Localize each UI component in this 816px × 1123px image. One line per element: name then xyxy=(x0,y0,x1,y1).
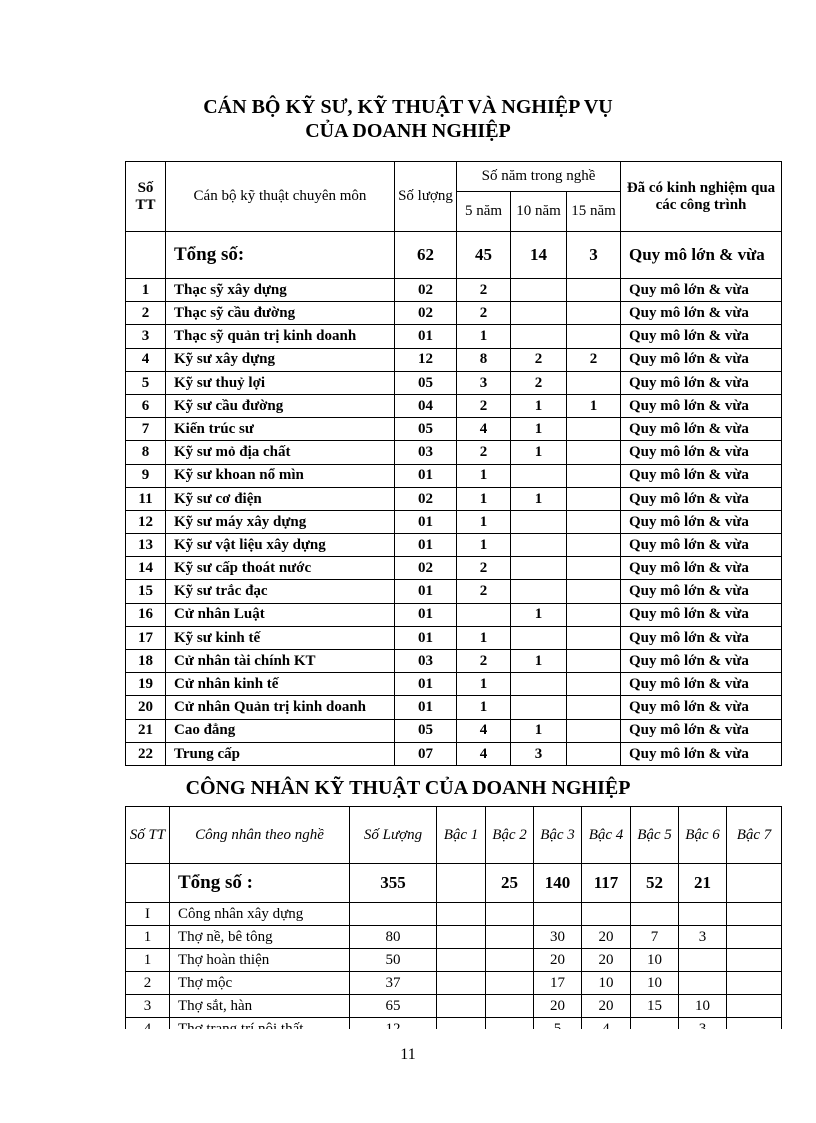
row-15y xyxy=(567,650,621,673)
row-10y: 1 xyxy=(511,719,567,742)
table-row xyxy=(126,348,782,371)
w-row-qty: 37 xyxy=(350,972,437,995)
row-experience: Quy mô lớn & vừa xyxy=(621,371,782,394)
total-5y: 45 xyxy=(457,232,511,279)
row-stt: 19 xyxy=(126,673,166,696)
row-name: Kỹ sư máy xây dựng xyxy=(166,510,395,533)
row-15y xyxy=(567,626,621,649)
worker-table xyxy=(125,806,782,1041)
row-experience: Quy mô lớn & vừa xyxy=(621,464,782,487)
row-experience: Quy mô lớn & vừa xyxy=(621,394,782,417)
row-5y xyxy=(457,603,511,626)
row-5y: 2 xyxy=(457,441,511,464)
w-row-b3: 30 xyxy=(534,926,582,949)
w-total-b4: 117 xyxy=(582,864,631,903)
w-row-b2 xyxy=(486,972,534,995)
row-stt: 20 xyxy=(126,696,166,719)
w-row-name: Thợ nề, bê tông xyxy=(170,926,350,949)
w-total-label: Tổng số : xyxy=(170,864,350,903)
row-stt: 1 xyxy=(126,279,166,302)
row-qty: 05 xyxy=(395,418,457,441)
row-15y xyxy=(567,487,621,510)
row-qty: 04 xyxy=(395,394,457,417)
w-row-b5 xyxy=(631,903,679,926)
w-header-stt: Số TT xyxy=(126,807,170,864)
row-name: Kỹ sư thuỷ lợi xyxy=(166,371,395,394)
total-experience: Quy mô lớn & vừa xyxy=(621,232,782,279)
row-5y: 8 xyxy=(457,348,511,371)
row-10y xyxy=(511,464,567,487)
row-experience: Quy mô lớn & vừa xyxy=(621,348,782,371)
header-experience: Đã có kinh nghiệm qua các công trình xyxy=(621,162,782,232)
w-row-b1 xyxy=(437,949,486,972)
row-name: Cử nhân kinh tế xyxy=(166,673,395,696)
table-row xyxy=(126,696,782,719)
row-5y: 4 xyxy=(457,418,511,441)
row-name: Kỹ sư cơ điện xyxy=(166,487,395,510)
row-10y xyxy=(511,673,567,696)
row-stt: 13 xyxy=(126,534,166,557)
row-stt: 7 xyxy=(126,418,166,441)
row-experience: Quy mô lớn & vừa xyxy=(621,742,782,765)
table-row xyxy=(126,972,782,995)
table-row xyxy=(126,464,782,487)
table1-title-line1: CÁN BỘ KỸ SƯ, KỸ THUẬT VÀ NGHIỆP VỤ xyxy=(203,96,613,118)
w-row-name: Thợ hoàn thiện xyxy=(170,949,350,972)
table-row xyxy=(126,302,782,325)
row-name: Kỹ sư cấp thoát nước xyxy=(166,557,395,580)
row-10y xyxy=(511,325,567,348)
row-15y xyxy=(567,742,621,765)
row-15y xyxy=(567,534,621,557)
row-10y: 2 xyxy=(511,371,567,394)
row-experience: Quy mô lớn & vừa xyxy=(621,325,782,348)
w-header-b5: Bậc 5 xyxy=(631,807,679,864)
row-experience: Quy mô lớn & vừa xyxy=(621,650,782,673)
table-row xyxy=(126,441,782,464)
table-row xyxy=(126,557,782,580)
row-experience: Quy mô lớn & vừa xyxy=(621,557,782,580)
w-total-row xyxy=(126,864,782,903)
w-total-qty: 355 xyxy=(350,864,437,903)
w-row-b7 xyxy=(727,903,782,926)
engineer-staff-table xyxy=(125,161,782,766)
row-10y xyxy=(511,696,567,719)
row-10y: 1 xyxy=(511,487,567,510)
row-15y xyxy=(567,441,621,464)
row-15y xyxy=(567,510,621,533)
w-row-b5: 7 xyxy=(631,926,679,949)
w-row-b6: 10 xyxy=(679,995,727,1018)
row-10y: 1 xyxy=(511,441,567,464)
table-row xyxy=(126,603,782,626)
row-stt: 5 xyxy=(126,371,166,394)
w-row-b4: 20 xyxy=(582,995,631,1018)
row-name: Cử nhân Quản trị kinh doanh xyxy=(166,696,395,719)
row-name: Trung cấp xyxy=(166,742,395,765)
w-header-b1: Bậc 1 xyxy=(437,807,486,864)
w-row-b6 xyxy=(679,903,727,926)
row-5y: 1 xyxy=(457,487,511,510)
row-15y xyxy=(567,325,621,348)
w-row-b6 xyxy=(679,972,727,995)
row-stt: 2 xyxy=(126,302,166,325)
table-row xyxy=(126,325,782,348)
header-name: Cán bộ kỹ thuật chuyên môn xyxy=(166,162,395,232)
total-10y: 14 xyxy=(511,232,567,279)
w-row-b7 xyxy=(727,949,782,972)
row-qty: 01 xyxy=(395,325,457,348)
row-5y: 3 xyxy=(457,371,511,394)
w-row-b1 xyxy=(437,972,486,995)
w-header-b6: Bậc 6 xyxy=(679,807,727,864)
row-experience: Quy mô lớn & vừa xyxy=(621,696,782,719)
row-qty: 02 xyxy=(395,279,457,302)
row-name: Cử nhân tài chính KT xyxy=(166,650,395,673)
table-row xyxy=(126,673,782,696)
table-row xyxy=(126,534,782,557)
w-total-b7 xyxy=(727,864,782,903)
row-15y: 2 xyxy=(567,348,621,371)
row-stt: 8 xyxy=(126,441,166,464)
row-stt: 22 xyxy=(126,742,166,765)
row-qty: 02 xyxy=(395,487,457,510)
row-10y: 2 xyxy=(511,348,567,371)
row-5y: 1 xyxy=(457,534,511,557)
row-5y: 1 xyxy=(457,696,511,719)
row-qty: 07 xyxy=(395,742,457,765)
row-15y xyxy=(567,557,621,580)
table-row xyxy=(126,418,782,441)
row-experience: Quy mô lớn & vừa xyxy=(621,279,782,302)
row-10y xyxy=(511,279,567,302)
total-15y: 3 xyxy=(567,232,621,279)
row-name: Thạc sỹ xây dựng xyxy=(166,279,395,302)
table-row xyxy=(126,650,782,673)
w-row-b1 xyxy=(437,903,486,926)
row-experience: Quy mô lớn & vừa xyxy=(621,603,782,626)
w-row-b7 xyxy=(727,995,782,1018)
header-stt: Số TT xyxy=(126,162,166,232)
row-qty: 01 xyxy=(395,603,457,626)
row-5y: 1 xyxy=(457,673,511,696)
row-experience: Quy mô lớn & vừa xyxy=(621,626,782,649)
row-name: Kỹ sư khoan nổ mìn xyxy=(166,464,395,487)
w-row-b6 xyxy=(679,949,727,972)
table-row xyxy=(126,742,782,765)
w-row-b3: 17 xyxy=(534,972,582,995)
row-name: Kỹ sư vật liệu xây dựng xyxy=(166,534,395,557)
table2-title: CÔNG NHÂN KỸ THUẬT CỦA DOANH NGHIỆP xyxy=(185,777,631,799)
w-row-stt: 1 xyxy=(126,926,170,949)
row-10y xyxy=(511,302,567,325)
w-row-b2 xyxy=(486,903,534,926)
total-label: Tổng số: xyxy=(166,232,395,279)
row-5y: 2 xyxy=(457,302,511,325)
w-row-name: Thợ sắt, hàn xyxy=(170,995,350,1018)
row-10y: 3 xyxy=(511,742,567,765)
table-row xyxy=(126,580,782,603)
table-row xyxy=(126,371,782,394)
row-qty: 03 xyxy=(395,650,457,673)
table-row xyxy=(126,510,782,533)
row-stt: 15 xyxy=(126,580,166,603)
row-qty: 05 xyxy=(395,371,457,394)
table-row xyxy=(126,394,782,417)
row-experience: Quy mô lớn & vừa xyxy=(621,673,782,696)
row-qty: 01 xyxy=(395,626,457,649)
w-total-b6: 21 xyxy=(679,864,727,903)
row-15y xyxy=(567,418,621,441)
page-cutoff xyxy=(0,1029,816,1123)
row-stt: 12 xyxy=(126,510,166,533)
w-row-b1 xyxy=(437,926,486,949)
row-10y xyxy=(511,510,567,533)
w-row-qty: 65 xyxy=(350,995,437,1018)
row-experience: Quy mô lớn & vừa xyxy=(621,719,782,742)
w-row-b5: 10 xyxy=(631,949,679,972)
row-15y: 1 xyxy=(567,394,621,417)
w-header-b3: Bậc 3 xyxy=(534,807,582,864)
w-row-b4: 10 xyxy=(582,972,631,995)
row-5y: 2 xyxy=(457,279,511,302)
row-15y xyxy=(567,302,621,325)
row-stt: 4 xyxy=(126,348,166,371)
row-stt: 3 xyxy=(126,325,166,348)
w-row-b4: 20 xyxy=(582,949,631,972)
row-15y xyxy=(567,719,621,742)
w-header-b7: Bậc 7 xyxy=(727,807,782,864)
row-qty: 12 xyxy=(395,348,457,371)
w-row-name: Thợ mộc xyxy=(170,972,350,995)
row-10y: 1 xyxy=(511,603,567,626)
w-header-b4: Bậc 4 xyxy=(582,807,631,864)
row-5y: 2 xyxy=(457,580,511,603)
row-name: Kỹ sư kinh tế xyxy=(166,626,395,649)
table1-title-line2: CỦA DOANH NGHIỆP xyxy=(305,120,511,142)
w-row-b2 xyxy=(486,995,534,1018)
row-experience: Quy mô lớn & vừa xyxy=(621,302,782,325)
w-total-b1 xyxy=(437,864,486,903)
w-row-b5: 15 xyxy=(631,995,679,1018)
w-row-b4 xyxy=(582,903,631,926)
w-row-b7 xyxy=(727,972,782,995)
w-row-b6: 3 xyxy=(679,926,727,949)
w-row-b3 xyxy=(534,903,582,926)
w-row-qty: 50 xyxy=(350,949,437,972)
table-row xyxy=(126,279,782,302)
row-5y: 1 xyxy=(457,325,511,348)
row-10y xyxy=(511,534,567,557)
row-qty: 01 xyxy=(395,464,457,487)
row-stt: 18 xyxy=(126,650,166,673)
header-qty: Số lượng xyxy=(395,162,457,232)
w-row-b5: 10 xyxy=(631,972,679,995)
row-experience: Quy mô lớn & vừa xyxy=(621,418,782,441)
header-15-years: 15 năm xyxy=(567,192,621,232)
total-row xyxy=(126,232,782,279)
row-stt: 16 xyxy=(126,603,166,626)
row-name: Thạc sỹ cầu đường xyxy=(166,302,395,325)
row-qty: 01 xyxy=(395,580,457,603)
row-stt: 6 xyxy=(126,394,166,417)
row-name: Cao đẳng xyxy=(166,719,395,742)
row-qty: 01 xyxy=(395,534,457,557)
table-row xyxy=(126,995,782,1018)
row-qty: 02 xyxy=(395,557,457,580)
row-10y xyxy=(511,557,567,580)
row-qty: 01 xyxy=(395,673,457,696)
row-5y: 2 xyxy=(457,650,511,673)
w-row-b3: 20 xyxy=(534,995,582,1018)
row-10y: 1 xyxy=(511,394,567,417)
table-row xyxy=(126,487,782,510)
row-name: Kỹ sư trắc đạc xyxy=(166,580,395,603)
table-row xyxy=(126,626,782,649)
row-qty: 05 xyxy=(395,719,457,742)
row-10y xyxy=(511,580,567,603)
row-experience: Quy mô lớn & vừa xyxy=(621,580,782,603)
row-15y xyxy=(567,580,621,603)
row-stt: 17 xyxy=(126,626,166,649)
table-row xyxy=(126,719,782,742)
row-stt: 11 xyxy=(126,487,166,510)
row-qty: 01 xyxy=(395,510,457,533)
row-10y xyxy=(511,626,567,649)
total-qty: 62 xyxy=(395,232,457,279)
table-row xyxy=(126,903,782,926)
row-experience: Quy mô lớn & vừa xyxy=(621,441,782,464)
row-15y xyxy=(567,464,621,487)
w-header-b2: Bậc 2 xyxy=(486,807,534,864)
row-stt: 21 xyxy=(126,719,166,742)
row-name: Kỹ sư cầu đường xyxy=(166,394,395,417)
row-name: Cử nhân Luật xyxy=(166,603,395,626)
w-row-b1 xyxy=(437,995,486,1018)
row-15y xyxy=(567,279,621,302)
row-experience: Quy mô lớn & vừa xyxy=(621,510,782,533)
row-experience: Quy mô lớn & vừa xyxy=(621,487,782,510)
row-5y: 1 xyxy=(457,626,511,649)
w-header-name: Công nhân theo nghề xyxy=(170,807,350,864)
header-years: Số năm trong nghề xyxy=(457,162,621,192)
row-5y: 2 xyxy=(457,557,511,580)
w-total-b2: 25 xyxy=(486,864,534,903)
w-total-b3: 140 xyxy=(534,864,582,903)
row-10y: 1 xyxy=(511,418,567,441)
w-total-b5: 52 xyxy=(631,864,679,903)
row-stt: 9 xyxy=(126,464,166,487)
row-name: Kỹ sư xây dựng xyxy=(166,348,395,371)
w-row-b3: 20 xyxy=(534,949,582,972)
row-name: Kỹ sư mỏ địa chất xyxy=(166,441,395,464)
w-row-b2 xyxy=(486,926,534,949)
w-row-stt: 2 xyxy=(126,972,170,995)
row-15y xyxy=(567,371,621,394)
row-qty: 02 xyxy=(395,302,457,325)
w-row-stt: 1 xyxy=(126,949,170,972)
row-5y: 2 xyxy=(457,394,511,417)
table-row xyxy=(126,926,782,949)
w-row-stt: 3 xyxy=(126,995,170,1018)
w-row-name: Công nhân xây dựng xyxy=(170,903,350,926)
row-name: Thạc sỹ quản trị kinh doanh xyxy=(166,325,395,348)
row-stt: 14 xyxy=(126,557,166,580)
row-qty: 01 xyxy=(395,696,457,719)
row-10y: 1 xyxy=(511,650,567,673)
w-row-stt: I xyxy=(126,903,170,926)
row-qty: 03 xyxy=(395,441,457,464)
row-5y: 1 xyxy=(457,464,511,487)
row-name: Kiến trúc sư xyxy=(166,418,395,441)
row-experience: Quy mô lớn & vừa xyxy=(621,534,782,557)
row-15y xyxy=(567,673,621,696)
row-5y: 4 xyxy=(457,719,511,742)
w-row-b7 xyxy=(727,926,782,949)
w-header-qty: Số Lượng xyxy=(350,807,437,864)
row-5y: 4 xyxy=(457,742,511,765)
header-10-years: 10 năm xyxy=(511,192,567,232)
row-15y xyxy=(567,696,621,719)
w-row-b2 xyxy=(486,949,534,972)
table-row xyxy=(126,949,782,972)
w-row-qty xyxy=(350,903,437,926)
w-row-qty: 80 xyxy=(350,926,437,949)
row-15y xyxy=(567,603,621,626)
page-number: 11 xyxy=(400,1046,416,1063)
row-5y: 1 xyxy=(457,510,511,533)
header-5-years: 5 năm xyxy=(457,192,511,232)
w-row-b4: 20 xyxy=(582,926,631,949)
